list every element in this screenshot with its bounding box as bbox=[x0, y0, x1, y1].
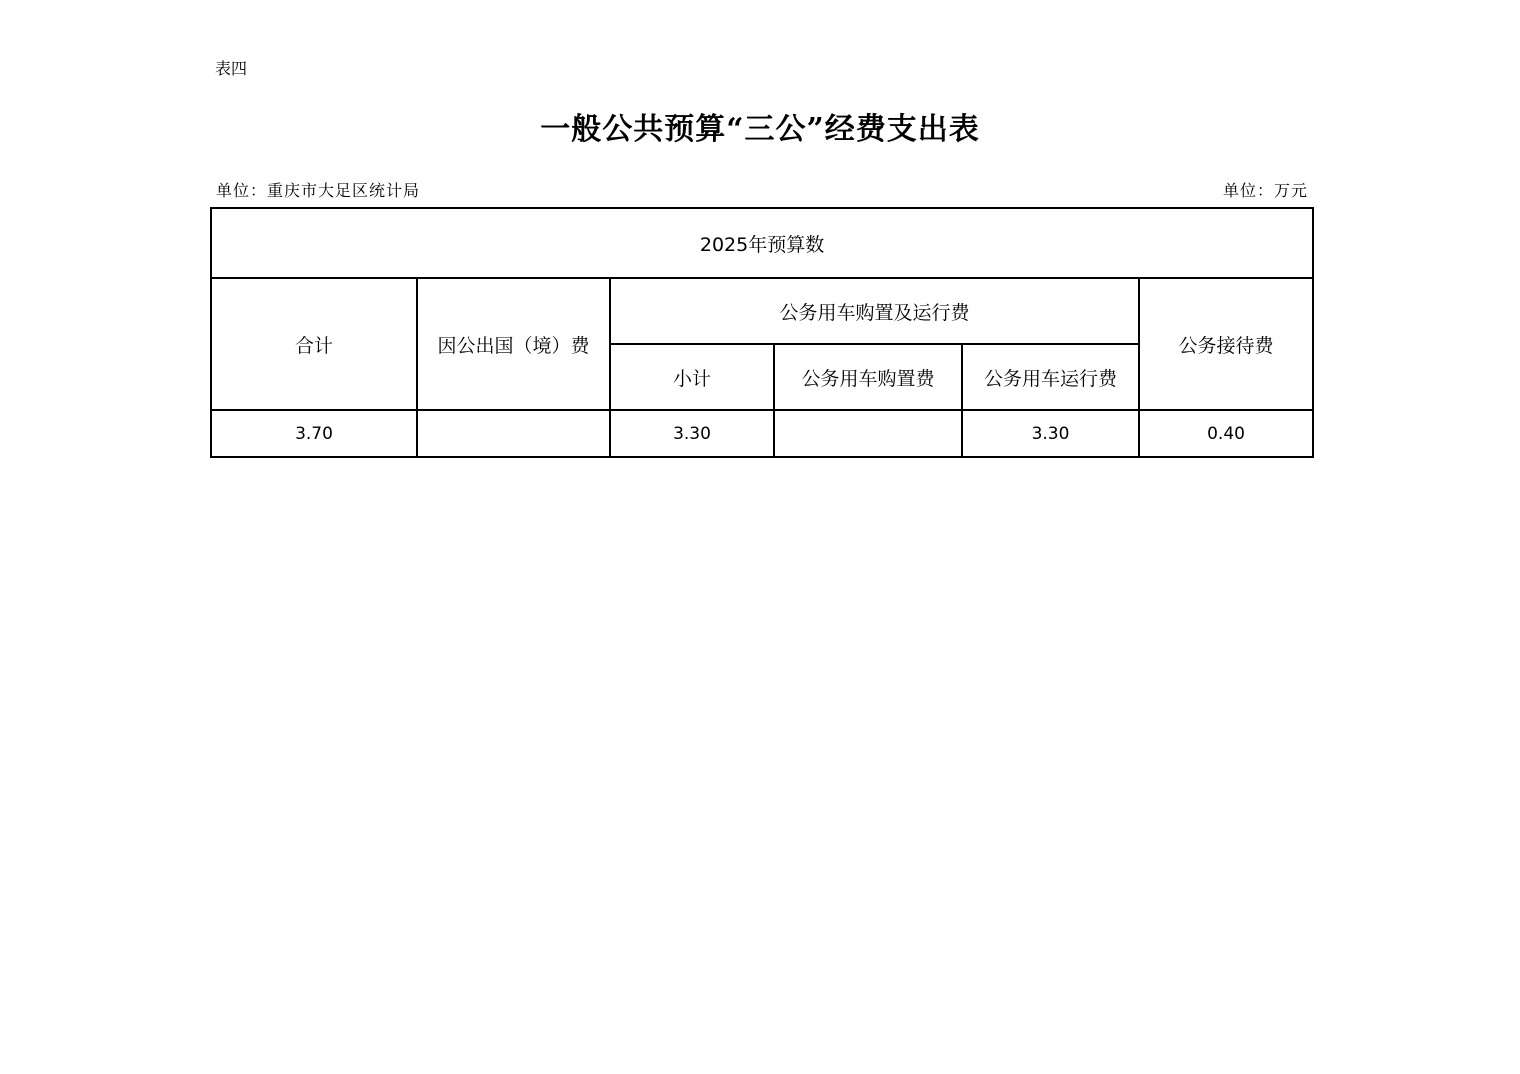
table-row bbox=[211, 410, 1313, 457]
page-title: 一般公共预算“三公”经费支出表 bbox=[540, 112, 980, 147]
cell-vehicle-operation: 3.30 bbox=[962, 410, 1139, 457]
header-total: 合计 bbox=[211, 278, 417, 410]
table-row bbox=[211, 208, 1313, 278]
header-vehicle-subtotal: 小计 bbox=[610, 344, 774, 410]
header-abroad: 因公出国（境）费 bbox=[417, 278, 610, 410]
cell-reception: 0.40 bbox=[1139, 410, 1313, 457]
header-vehicle-operation: 公务用车运行费 bbox=[962, 344, 1139, 410]
year-header-cell: 2025年预算数 bbox=[211, 208, 1313, 278]
unit-organization: 单位：重庆市大足区统计局 bbox=[216, 181, 421, 200]
table-number: 表四 bbox=[215, 59, 248, 78]
header-vehicle-purchase: 公务用车购置费 bbox=[774, 344, 962, 410]
cell-vehicle-purchase bbox=[774, 410, 962, 457]
table-row bbox=[211, 278, 1313, 344]
header-vehicle-group: 公务用车购置及运行费 bbox=[610, 278, 1139, 344]
cell-vehicle-subtotal: 3.30 bbox=[610, 410, 774, 457]
unit-currency: 单位：万元 bbox=[1222, 181, 1308, 200]
budget-table bbox=[210, 207, 1314, 458]
cell-abroad bbox=[417, 410, 610, 457]
header-reception: 公务接待费 bbox=[1139, 278, 1313, 410]
cell-total: 3.70 bbox=[211, 410, 417, 457]
